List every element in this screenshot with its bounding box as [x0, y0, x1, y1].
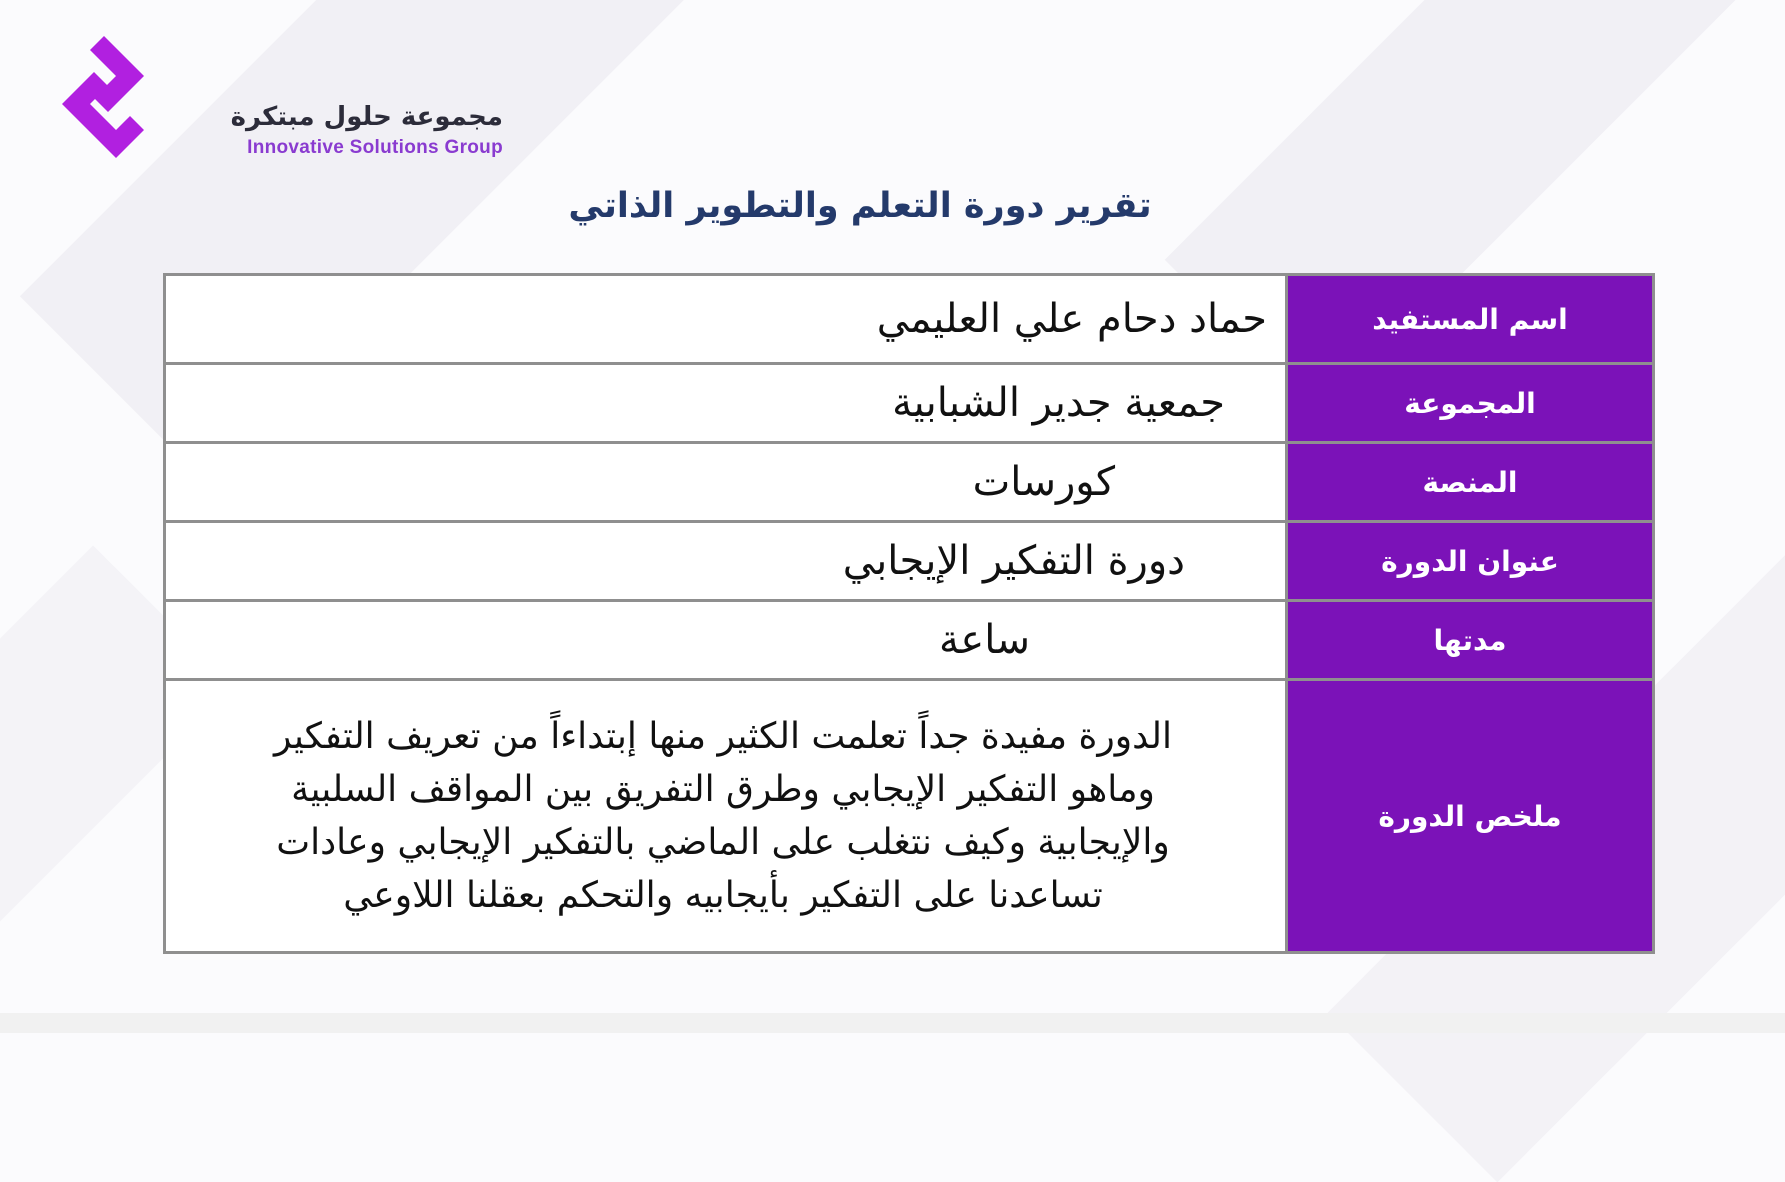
- row-value-duration: ساعة: [165, 601, 1287, 680]
- row-label-platform: المنصة: [1287, 443, 1654, 522]
- report-table: [163, 273, 1655, 954]
- summary-line: تساعدنا على التفكير بأيجابيه والتحكم بعقلنا اللاوعي: [343, 875, 1103, 916]
- table-row: [165, 522, 1654, 601]
- row-value-beneficiary: حماد دحام علي العليمي: [165, 275, 1287, 364]
- table-row: [165, 443, 1654, 522]
- logo-mark-icon: [58, 32, 158, 162]
- summary-line: الدورة مفيدة جداً تعلمت الكثير منها إبتداءاً من تعريف التفكير: [274, 716, 1172, 757]
- row-label-beneficiary: اسم المستفيد: [1287, 275, 1654, 364]
- brand-name-english: Innovative Solutions Group: [247, 137, 503, 158]
- report-title: تقرير دورة التعلم والتطوير الذاتي: [568, 186, 1152, 226]
- table-row: [165, 275, 1654, 364]
- row-value-course-title: دورة التفكير الإيجابي: [165, 522, 1287, 601]
- summary-line: وماهو التفكير الإيجابي وطرق التفريق بين المواقف السلبية: [291, 769, 1155, 810]
- table-row: [165, 601, 1654, 680]
- row-label-summary: ملخص الدورة: [1287, 680, 1654, 953]
- table-row: [165, 680, 1654, 953]
- row-label-duration: مدتها: [1287, 601, 1654, 680]
- brand-name-arabic: مجموعة حلول مبتكرة: [230, 102, 503, 132]
- summary-line: والإيجابية وكيف نتغلب على الماضي بالتفكير الإيجابي وعادات: [276, 822, 1170, 863]
- row-label-course-title: عنوان الدورة: [1287, 522, 1654, 601]
- logo: [58, 32, 503, 172]
- row-label-group: المجموعة: [1287, 364, 1654, 443]
- row-value-summary: [165, 680, 1287, 953]
- row-value-platform: كورسات: [165, 443, 1287, 522]
- table-row: [165, 364, 1654, 443]
- bottom-band: [0, 1013, 1785, 1033]
- row-value-group: جمعية جدير الشبابية: [165, 364, 1287, 443]
